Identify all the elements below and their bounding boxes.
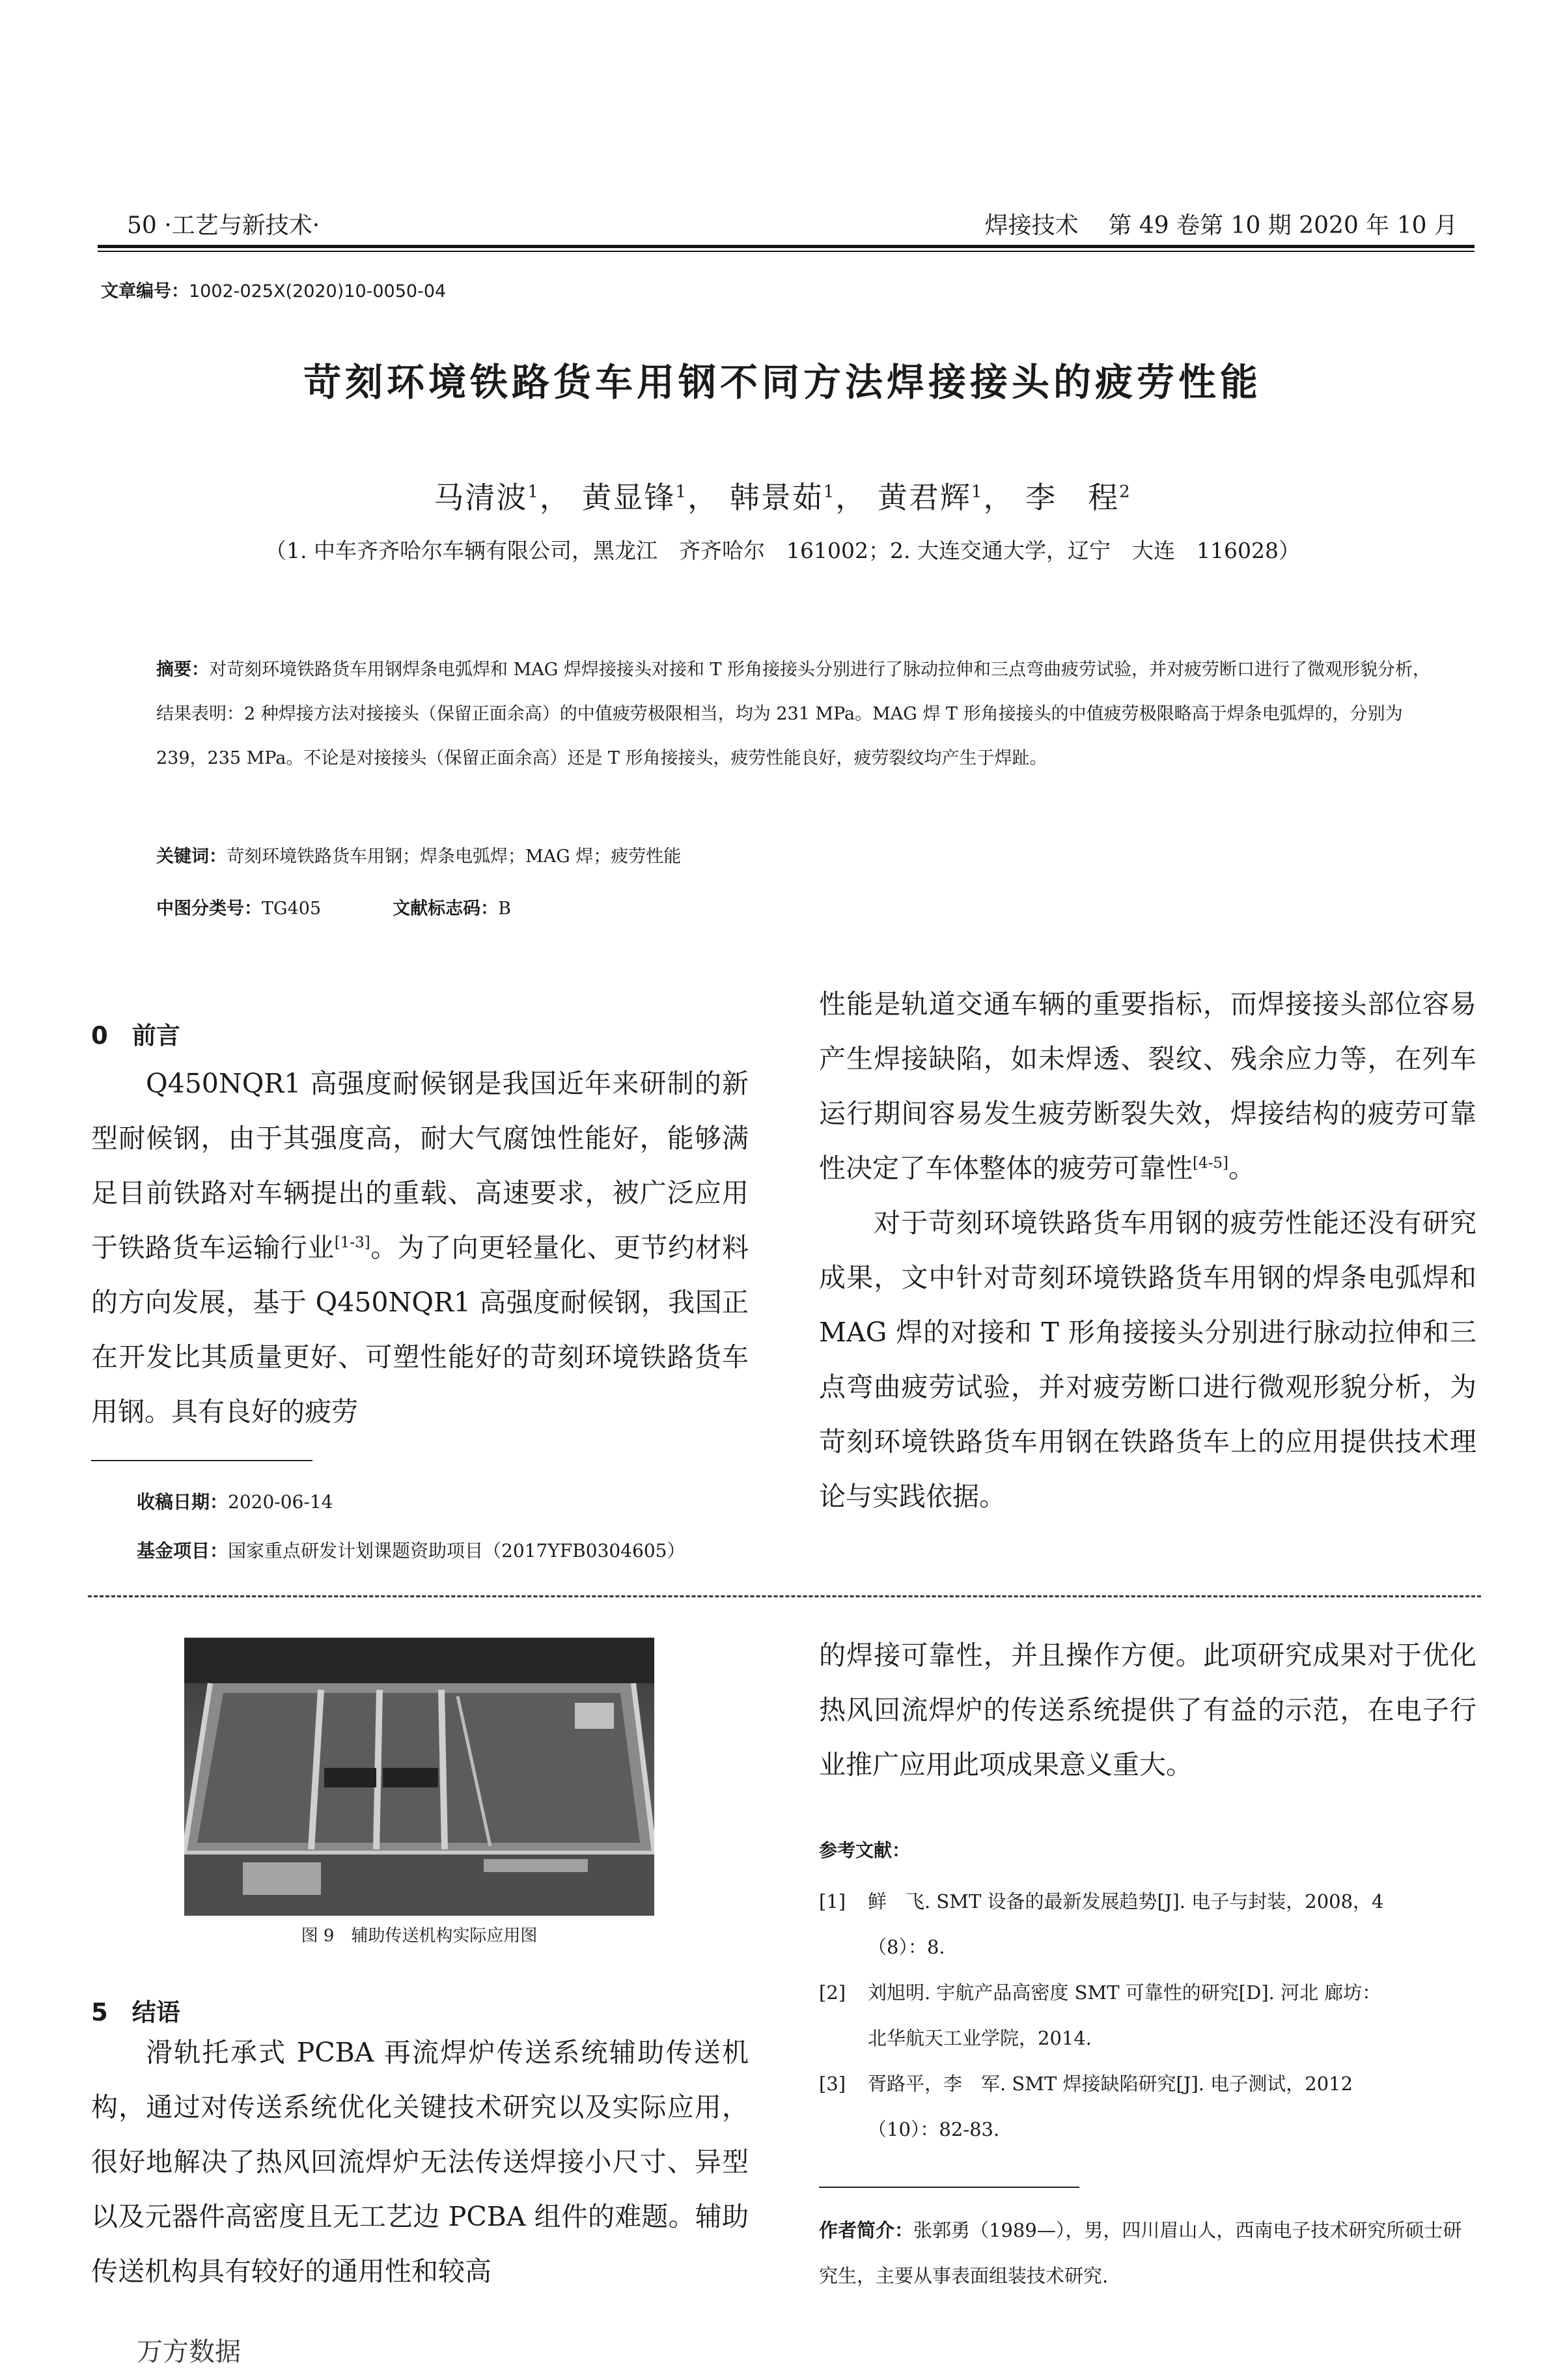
footnote-received — [137, 1488, 333, 1514]
affiliations: （1. 中车齐齐哈尔车辆有限公司，黑龙江 齐齐哈尔 161002；2. 大连交通大学，辽宁 大连 116028） — [265, 538, 1300, 563]
intro-text-cont: 。为了向更轻量化、更节约材料的方向发展，基于 Q450NQR1 高强度耐候钢，我国正在开发比其质量更好、可塑性能好的苛刻环境铁路货车用钢。具有良好的疲劳 — [91, 1232, 749, 1427]
section-heading-conclusion: 5 结语 — [91, 1998, 180, 2026]
section-heading-intro: 0 前言 — [91, 1022, 180, 1050]
reference-text: 刘旭明. 宇航产品高密度 SMT 可靠性的研究[D]. 河北 廊坊： — [868, 1981, 1381, 2004]
intro-paragraph-cont — [819, 977, 1476, 1196]
conveyor-photo — [184, 1638, 654, 1916]
funding-label: 基金项目： — [137, 1540, 229, 1561]
article-number — [101, 277, 446, 302]
conclusion-left-column — [91, 2025, 749, 2299]
reference-number: [2] — [819, 1981, 846, 2004]
clc-value: TG405 — [262, 899, 322, 919]
author-affiliation-mark: 1 — [971, 482, 984, 502]
conclusion-right-column — [819, 1628, 1476, 1792]
bio-text: 张郭勇（1989—），男，四川眉山人，西南电子技术研究所硕士研究生，主要从事表面组装技术研究. — [819, 2219, 1462, 2287]
reference-number: [1] — [819, 1890, 846, 1912]
bio-label: 作者简介： — [819, 2219, 914, 2241]
author-name: 李 程 — [1025, 480, 1120, 515]
reference-text: 鲜 飞. SMT 设备的最新发展趋势[J]. 电子与封装，2008，4 — [868, 1890, 1384, 1912]
received-date: 2020-06-14 — [228, 1491, 333, 1513]
citation: [4-5] — [1193, 1155, 1228, 1172]
bio-rule — [819, 2187, 1079, 2188]
author-affiliation-mark: 1 — [675, 482, 688, 502]
article-number-label: 文章编号： — [101, 281, 189, 301]
author-affiliation-mark: 1 — [823, 482, 836, 502]
intro-paragraph — [91, 1056, 749, 1439]
header-rule — [98, 245, 1475, 248]
intro-right-column — [819, 977, 1476, 1524]
reference-item — [819, 1879, 1476, 1970]
reference-number: [3] — [819, 2073, 846, 2095]
reference-text-cont: （8）：8. — [868, 1936, 945, 1958]
article-number-value: 1002-025X(2020)10-0050-04 — [189, 281, 447, 301]
intro-text: 性能是轨道交通车辆的重要指标，而焊接接头部位容易产生焊接缺陷，如未焊透、裂纹、残余应力等，在列车运行期间容易发生疲劳断裂失效，焊接结构的疲劳可靠性决定了车体整体的疲劳可靠性 — [819, 988, 1476, 1184]
keywords-label: 关键词： — [156, 847, 227, 867]
reference-text: 胥路平，李 军. SMT 焊接缺陷研究[J]. 电子测试，2012 — [868, 2073, 1353, 2095]
intro-paragraph: 对于苛刻环境铁路货车用钢的疲劳性能还没有研究成果，文中针对苛刻环境铁路货车用钢的焊条电弧焊和 MAG 焊的对接和 T 形角接接头分别进行脉动拉伸和三点弯曲疲劳试验，并对疲劳断口进行微观形貌分析，为苛刻环境铁路货车用钢在铁路货车上的应用提供技术理论与实践依据。 — [819, 1207, 1476, 1512]
references-heading: 参考文献： — [819, 1840, 911, 1861]
paper-title: 苛刻环境铁路货车用钢不同方法焊接接头的疲劳性能 — [303, 360, 1262, 404]
reference-text-cont: 北华航天工业学院，2014. — [868, 2027, 1092, 2049]
author-list: 马清波$^1$， 黄显锋$^1$， 韩景茹$^1$， 黄君辉$^1$， 李 程$^2$ — [434, 480, 1131, 515]
citation: [1-3] — [334, 1234, 370, 1252]
reference-item — [819, 2061, 1476, 2152]
author-name: 马清波 — [434, 480, 528, 515]
article-separator — [88, 1595, 1481, 1597]
footnote-rule — [91, 1460, 312, 1461]
keywords-text: 苛刻环境铁路货车用钢；焊条电弧焊；MAG 焊；疲劳性能 — [227, 847, 682, 867]
classification — [156, 887, 1442, 931]
abstract — [156, 648, 1442, 781]
doc-code-value: B — [498, 899, 511, 919]
intro-text-end: 。 — [1228, 1153, 1255, 1184]
intro-left-column — [91, 1056, 749, 1439]
reference-item — [819, 1970, 1476, 2061]
author-name: 韩景茹 — [729, 480, 824, 515]
reference-text-cont: （10）：82-83. — [868, 2118, 1000, 2140]
clc-label: 中图分类号： — [156, 899, 262, 919]
footnote-funding — [137, 1537, 685, 1563]
figure-caption: 图 9 辅助传送机构实际应用图 — [301, 1926, 538, 1946]
author-name: 黄君辉 — [877, 480, 971, 515]
author-affiliation-mark: 2 — [1119, 482, 1131, 502]
funding-text: 国家重点研发计划课题资助项目（2017YFB0304605） — [228, 1540, 686, 1561]
conclusion-paragraph-cont: 的焊接可靠性，并且操作方便。此项研究成果对于优化热风回流焊炉的传送系统提供了有益的示范，在电子行业推广应用此项成果意义重大。 — [819, 1640, 1476, 1780]
author-bio — [819, 2207, 1476, 2299]
doc-code-label: 文献标志码： — [393, 899, 499, 919]
running-header-right: 焊接技术 第 49 卷第 10 期 2020 年 10 月 — [984, 212, 1458, 239]
header-rule-thin — [98, 251, 1475, 252]
received-label: 收稿日期： — [137, 1491, 229, 1513]
intro-text: Q450NQR1 高强度耐候钢是我国近年来研制的新型耐候钢，由于其强度高，耐大气腐蚀性能好，能够满足目前铁路对车辆提出的重载、高速要求，被广泛应用于铁路货车运输行业 — [91, 1068, 749, 1263]
author-name: 黄显锋 — [581, 480, 676, 515]
keywords — [156, 835, 1442, 879]
abstract-label: 摘要： — [156, 660, 209, 680]
running-header-left: 50 ·工艺与新技术· — [127, 212, 320, 239]
conclusion-paragraph: 滑轨托承式 PCBA 再流焊炉传送系统辅助传送机构，通过对传送系统优化关键技术研究以及实际应用，很好地解决了热风回流焊炉无法传送焊接小尺寸、异型以及元器件高密度且无工艺边 PCBA 组件的难题。辅助传送机构具有较好的通用性和较高 — [91, 2037, 749, 2287]
watermark: 万方数据 — [137, 2337, 241, 2367]
abstract-text: 对苛刻环境铁路货车用钢焊条电弧焊和 MAG 焊焊接接头对接和 T 形角接接头分别进行了脉动拉伸和三点弯曲疲劳试验，并对疲劳断口进行了微观形貌分析，结果表明：2 种焊接方法对接接头（保留正面余高）的中值疲劳极限相当，均为 231 MPa。MAG 焊 T 形角接接头的中值疲劳极限略高于焊条电弧焊的，分别为 239，235 MPa。不论是对接接头（保留正面余高）还是 T 形角接接头，疲劳性能良好，疲劳裂纹均产生于焊趾。 — [156, 660, 1431, 768]
author-affiliation-mark: 1 — [527, 482, 540, 502]
